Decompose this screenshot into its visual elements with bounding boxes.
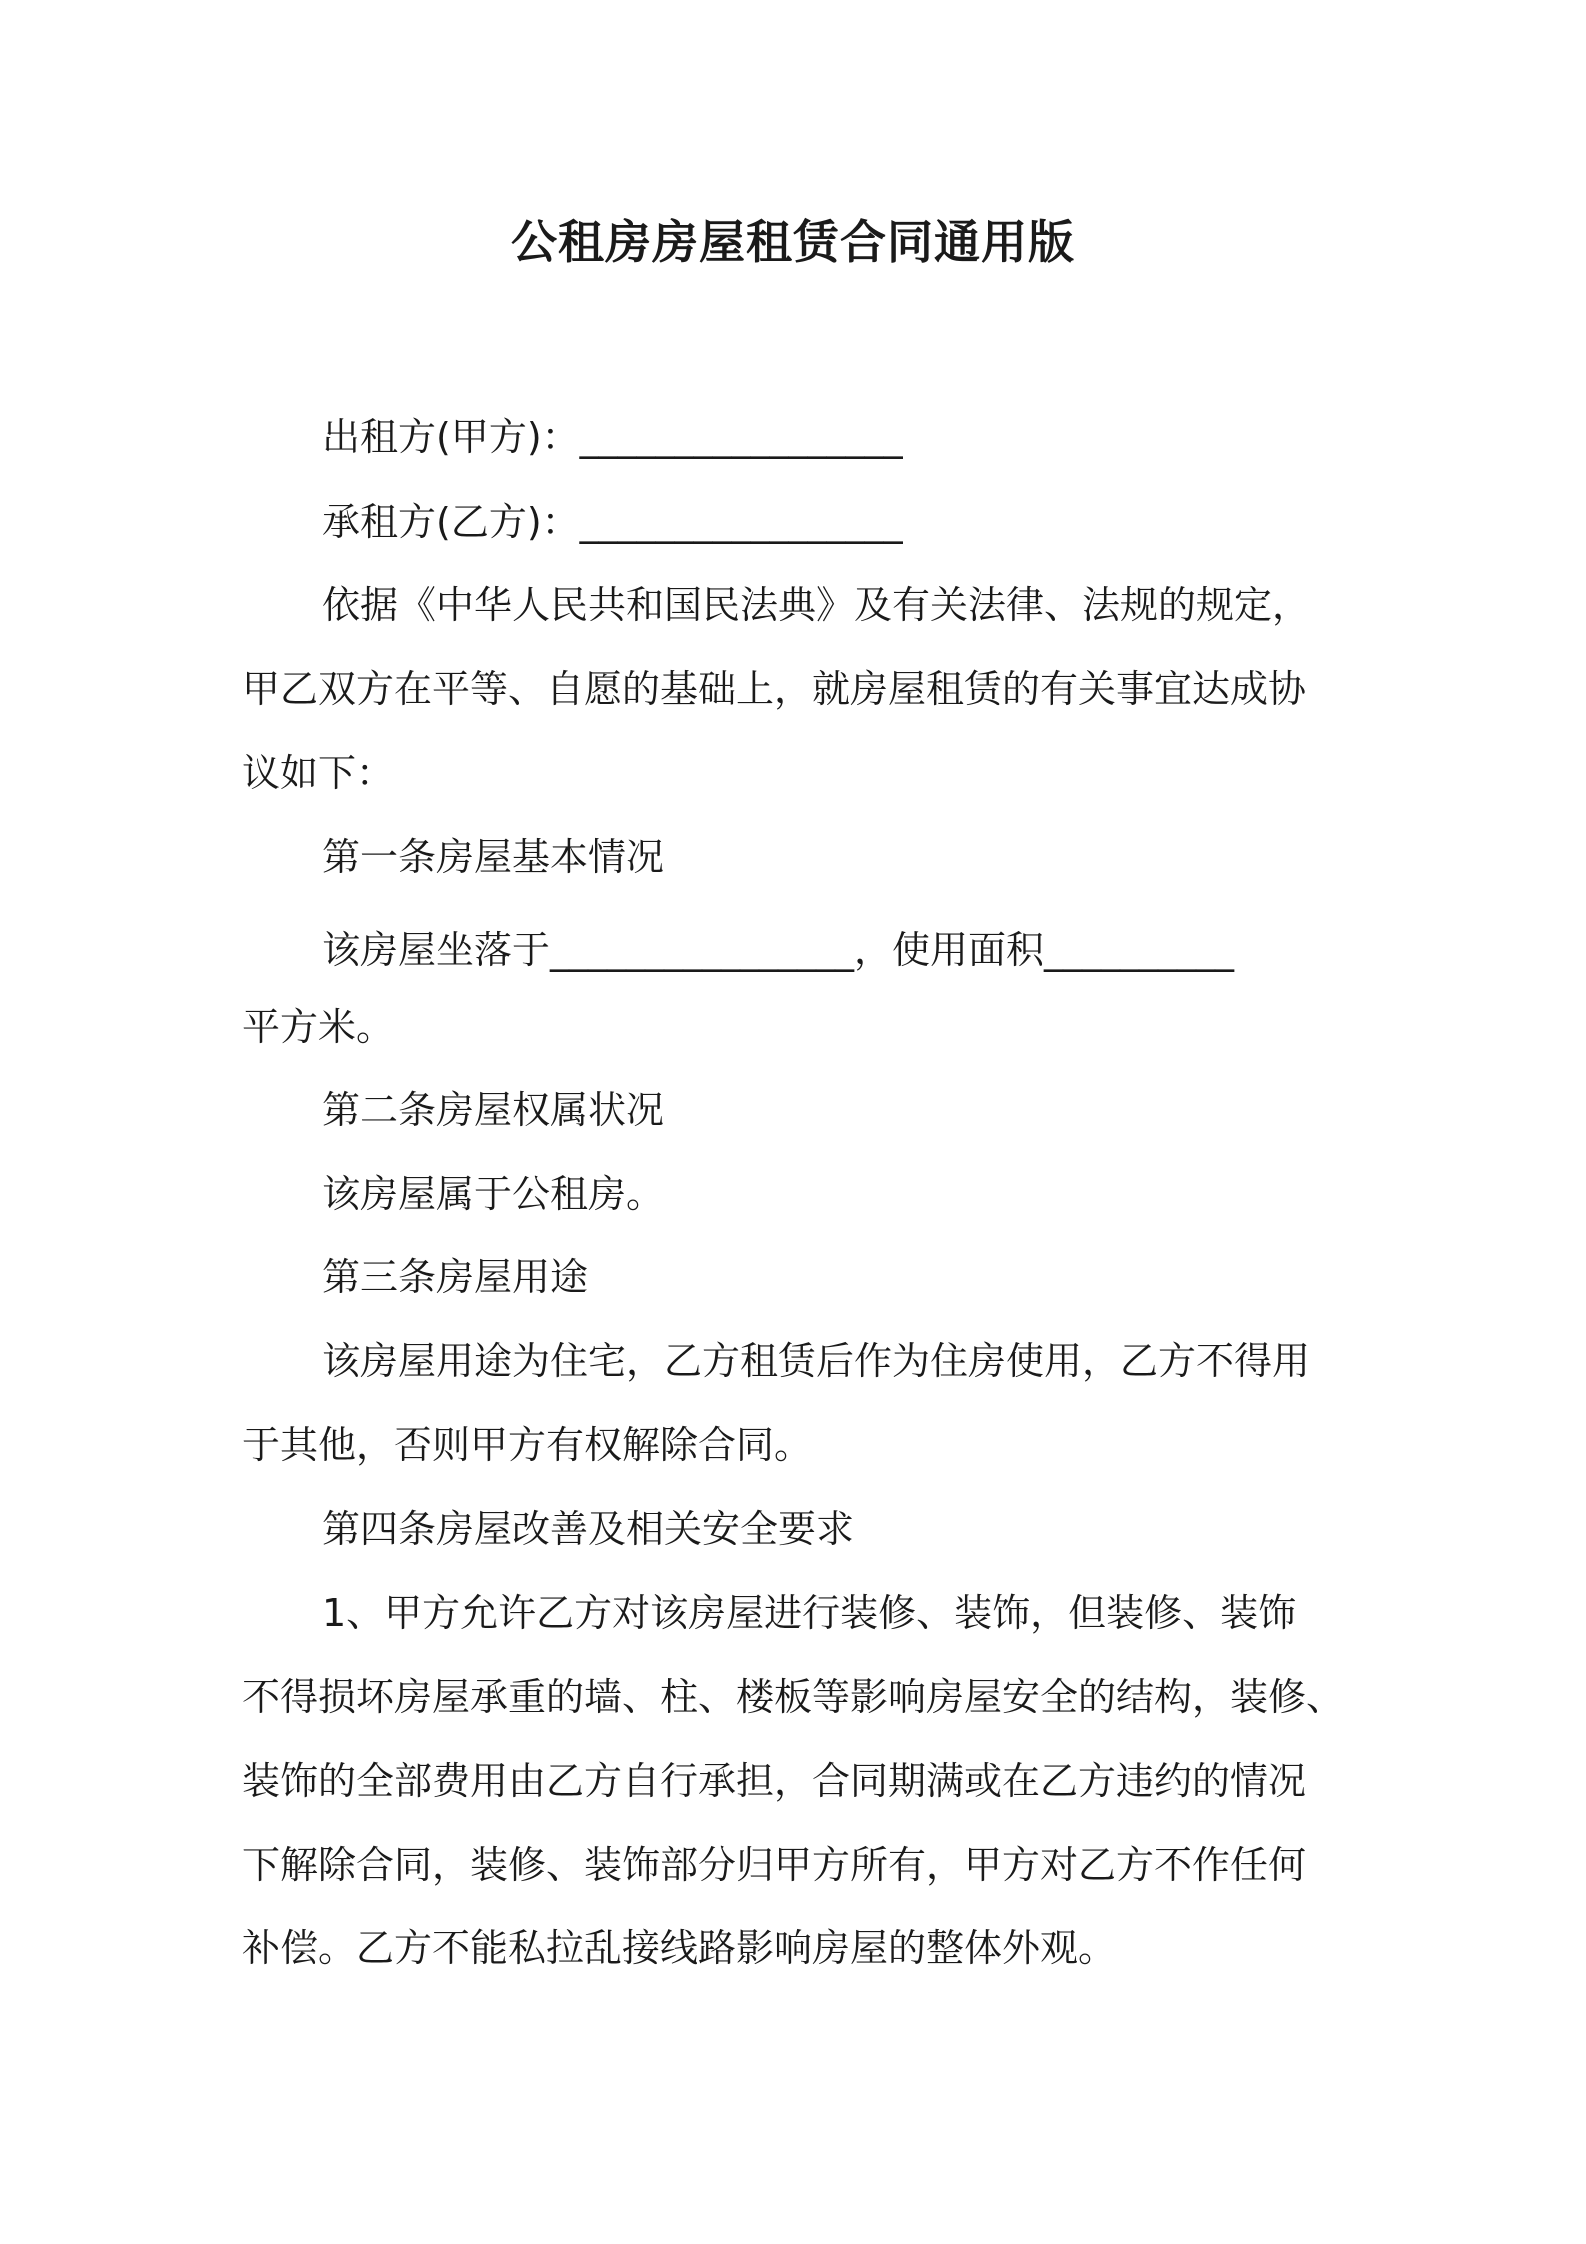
lessee-line: 承租方(乙方)：_________________: [322, 500, 903, 544]
article-3-text-1: 该房屋用途为住宅，乙方租赁后作为住房使用，乙方不得用: [322, 1339, 1311, 1383]
article-1-text-1: 该房屋坐落于________________，使用面积__________: [322, 928, 1235, 972]
article-2-heading: 第二条房屋权属状况: [322, 1088, 665, 1132]
article-3-text-2: 于其他，否则甲方有权解除合同。: [242, 1423, 813, 1467]
article-4-text-5: 补偿。乙方不能私拉乱接线路影响房屋的整体外观。: [242, 1926, 1117, 1970]
preamble-line-3: 议如下：: [242, 751, 395, 795]
article-4-text-3: 装饰的全部费用由乙方自行承担，合同期满或在乙方违约的情况: [242, 1759, 1307, 1803]
preamble-line-2: 甲乙双方在平等、自愿的基础上，就房屋租赁的有关事宜达成协: [242, 667, 1307, 711]
document-title: 公租房房屋租赁合同通用版: [511, 215, 1075, 269]
article-3-heading: 第三条房屋用途: [322, 1255, 589, 1299]
article-2-text: 该房屋属于公租房。: [322, 1172, 665, 1216]
lessor-line: 出租方(甲方)：_________________: [322, 415, 903, 459]
article-1-text-2: 平方米。: [242, 1005, 395, 1049]
preamble-line-1: 依据《中华人民共和国民法典》及有关法律、法规的规定，: [322, 583, 1311, 627]
article-4-heading: 第四条房屋改善及相关安全要求: [322, 1507, 855, 1551]
article-1-heading: 第一条房屋基本情况: [322, 835, 665, 879]
article-4-text-4: 下解除合同，装修、装饰部分归甲方所有，甲方对乙方不作任何: [242, 1843, 1307, 1887]
article-4-text-2: 不得损坏房屋承重的墙、柱、楼板等影响房屋安全的结构，装修、: [242, 1675, 1345, 1719]
article-4-text-1: 1、甲方允许乙方对该房屋进行装修、装饰，但装修、装饰: [322, 1591, 1297, 1635]
